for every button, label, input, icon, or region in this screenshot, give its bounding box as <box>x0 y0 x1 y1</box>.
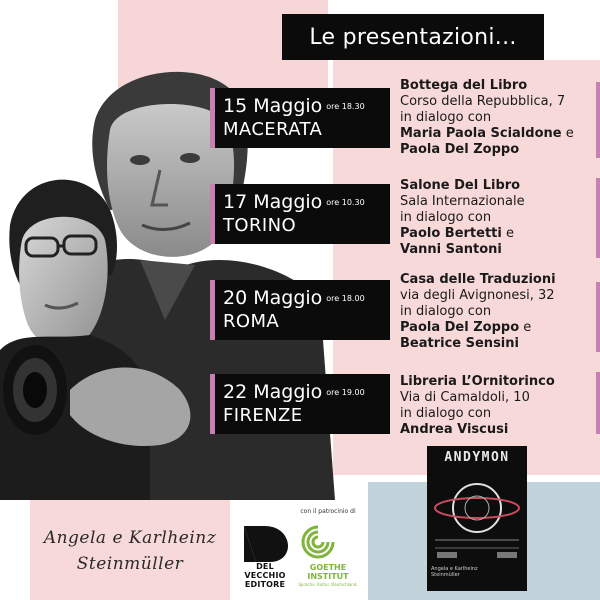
event-guest: Vanni Santoni <box>400 242 502 257</box>
event-conj: e <box>523 320 532 335</box>
event-detail-macerata <box>400 78 596 158</box>
title-box <box>282 14 544 60</box>
book-cover <box>427 446 527 591</box>
goethe-tagline: Sprache. Kultur. Deutschland. <box>298 582 358 587</box>
book-authors: Steinmüller <box>431 572 460 578</box>
event-label-torino <box>210 184 390 244</box>
goethe-logo-icon <box>301 525 335 559</box>
event-guest: Paolo Bertetti <box>400 226 502 241</box>
event-city: MACERATA <box>223 118 323 140</box>
event-detail-roma <box>400 272 596 352</box>
event-label-firenze <box>210 374 390 434</box>
event-city: ROMA <box>223 310 280 332</box>
event-venue: Casa delle Traduzioni <box>400 272 556 287</box>
event-conj: e <box>506 226 514 241</box>
goethe-name: GOETHE INSTITUT <box>307 563 349 581</box>
event-venue: Bottega del Libro <box>400 78 528 93</box>
event-venue: Salone Del Libro <box>400 178 521 193</box>
event-conj: e <box>565 126 574 141</box>
event-guest: Beatrice Sensini <box>400 336 519 351</box>
event-city: TORINO <box>223 214 297 236</box>
event-venue: Libreria L’Ornitorinco <box>400 374 555 389</box>
event-address: Sala Internazionale <box>400 194 525 209</box>
event-detail-firenze <box>400 374 596 438</box>
accent-bar <box>596 82 600 158</box>
event-detail-torino <box>400 178 596 258</box>
page-title: Le presentazioni... <box>309 24 517 50</box>
event-dialog: in dialogo con <box>400 406 492 421</box>
accent-bar <box>596 178 600 258</box>
event-guest: Maria Paola Scialdone <box>400 126 562 141</box>
event-time: ore 19.00 <box>326 387 365 397</box>
event-label-roma <box>210 280 390 340</box>
book-authors: Angela e Karlheinz <box>431 566 478 572</box>
book-title: ANDYMON <box>444 450 510 465</box>
publisher-name: DEL VECCHIO EDITORE <box>244 562 286 589</box>
accent-bar <box>596 282 600 352</box>
authors-name: Angela e Karlheinz Steinmüller <box>43 528 217 574</box>
event-address: Corso della Repubblica, 7 <box>400 94 566 109</box>
event-dialog: in dialogo con <box>400 110 492 125</box>
event-address: via degli Avignonesi, 32 <box>400 288 555 303</box>
event-time: ore 10.30 <box>326 197 365 207</box>
event-dialog: in dialogo con <box>400 304 492 319</box>
event-address: Via di Camaldoli, 10 <box>400 390 530 405</box>
patronage-label: con il patrocinio di <box>300 508 356 515</box>
accent-bar <box>596 372 600 434</box>
event-date: 17 Maggio <box>223 191 323 213</box>
event-date: 20 Maggio <box>223 287 323 309</box>
event-time: ore 18.30 <box>326 101 365 111</box>
event-city: FIRENZE <box>223 404 303 426</box>
event-dialog: in dialogo con <box>400 210 492 225</box>
event-guest: Paola Del Zoppo <box>400 142 520 157</box>
event-guest: Paola Del Zoppo <box>400 320 520 335</box>
event-guest: Andrea Viscusi <box>400 422 509 437</box>
event-time: ore 18.00 <box>326 293 365 303</box>
event-date: 22 Maggio <box>223 381 323 403</box>
event-date: 15 Maggio <box>223 95 323 117</box>
event-label-macerata <box>210 88 390 148</box>
planet-icon <box>427 468 527 563</box>
